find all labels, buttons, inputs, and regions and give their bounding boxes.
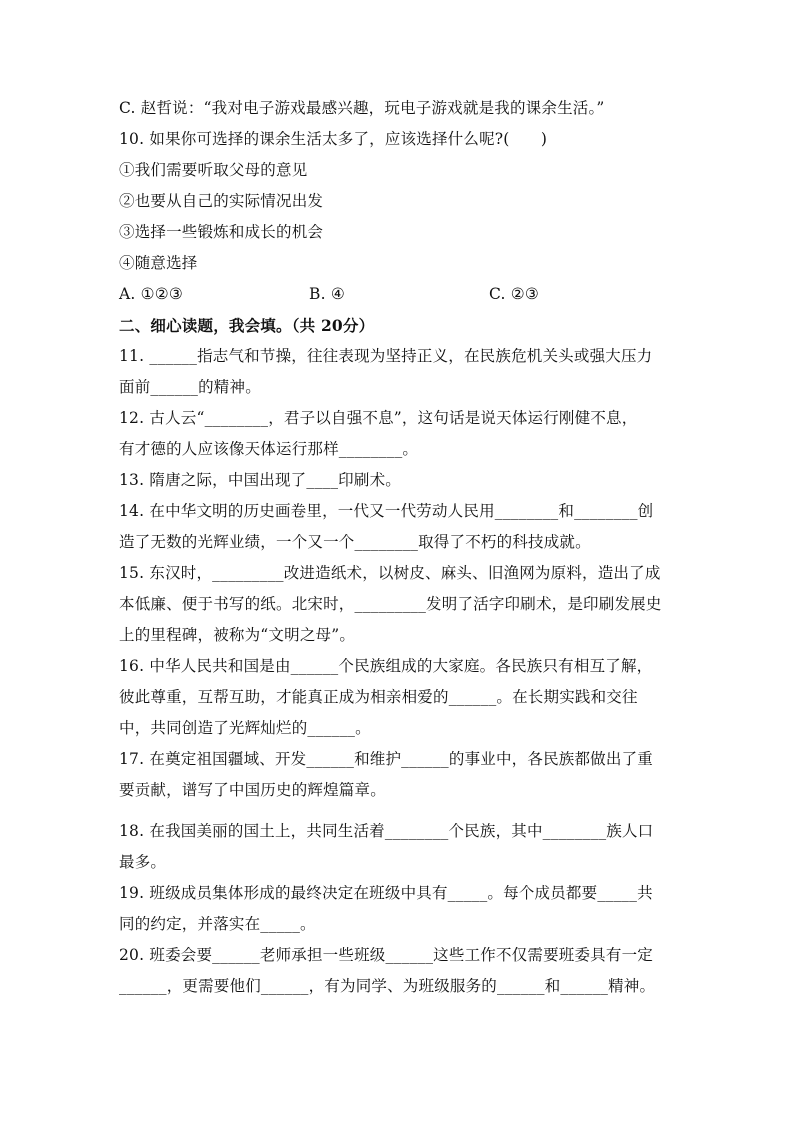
q10-item-2: ②也要从自己的实际情况出发: [119, 192, 324, 210]
q18-line-1: 18. 在我国美丽的国土上，共同生活着________个民族，其中________族人口: [119, 822, 654, 840]
question-15: [119, 558, 679, 651]
q10-options: [119, 279, 679, 310]
q10-item-1: ①我们需要听取父母的意见: [119, 161, 308, 179]
q17-line-1: 17. 在奠定祖国疆域、开发______和维护______的事业中，各民族都做出了重: [119, 750, 653, 768]
question-11: [119, 341, 679, 403]
q20-line-2: ______，更需要他们______，有为同学、为班级服务的______和______精神。: [119, 977, 656, 995]
question-19: [119, 878, 679, 940]
q18-line-2: 最多。: [119, 853, 167, 871]
q11-line-2: 面前______的精神。: [119, 378, 261, 396]
question-17: [119, 744, 679, 806]
q10-stem: 10. 如果你可选择的课余生活太多了，应该选择什么呢?( ): [119, 130, 548, 148]
q10-item-3: ③选择一些锻炼和成长的机会: [119, 223, 324, 241]
q10-option-a: A. ①②③: [119, 285, 183, 303]
q12-line-1: 12. 古人云“________，君子以自强不息”，这句话是说天体运行刚健不息，: [119, 409, 638, 427]
q9-option-c: C. 赵哲说：“我对电子游戏最感兴趣，玩电子游戏就是我的课余生活。”: [119, 99, 605, 117]
exam-page: [119, 93, 679, 1002]
q10-option-c: C. ②③: [489, 285, 539, 303]
q12-line-2: 有才德的人应该像天体运行那样________。: [119, 440, 419, 458]
question-12: [119, 403, 679, 465]
q15-line-3: 上的里程碑，被称为“文明之母”。: [119, 626, 356, 644]
q10-item-4: ④随意选择: [119, 254, 198, 272]
question-18: [119, 816, 679, 878]
q19-line-2: 同的约定，并落实在_____。: [119, 915, 316, 933]
section-2-title: 二、细心读题，我会填。（共 20分）: [119, 316, 375, 335]
question-13: [119, 465, 679, 496]
question-10: [119, 124, 679, 310]
q16-line-3: 中，共同创造了光辉灿烂的______。: [119, 719, 371, 737]
q17-line-2: 要贡献，谱写了中国历史的辉煌篇章。: [119, 781, 386, 799]
question-14: [119, 496, 679, 558]
question-20: [119, 940, 679, 1002]
q14-line-2: 造了无数的光辉业绩，一个又一个________取得了不朽的科技成就。: [119, 533, 591, 551]
q11-line-1: 11. ______指志气和节操，往往表现为坚持正义，在民族危机关头或强大压力: [119, 347, 653, 365]
q16-line-2: 彼此尊重，互帮互助，才能真正成为相亲相爱的______。在长期实践和交往: [119, 688, 638, 706]
q10-option-b: B. ④: [309, 285, 345, 303]
q20-line-1: 20. 班委会要______老师承担一些班级______这些工作不仅需要班委具有一定: [119, 946, 653, 964]
spacer: [119, 806, 679, 816]
q15-line-2: 本低廉、便于书写的纸。北宋时，_________发明了活字印刷术，是印刷发展史: [119, 595, 662, 613]
q14-line-1: 14. 在中华文明的历史画卷里，一代又一代劳动人民用________和________创: [119, 502, 654, 520]
q13-line-1: 13. 隋唐之际，中国出现了____印刷术。: [119, 471, 401, 489]
q15-line-1: 15. 东汉时，_________改进造纸术，以树皮、麻头、旧渔网为原料，造出了成: [119, 564, 661, 582]
q19-line-1: 19. 班级成员集体形成的最终决定在班级中具有_____。每个成员都要_____共: [119, 884, 653, 902]
question-16: [119, 651, 679, 744]
q16-line-1: 16. 中华人民共和国是由______个民族组成的大家庭。各民族只有相互了解，: [119, 657, 653, 675]
